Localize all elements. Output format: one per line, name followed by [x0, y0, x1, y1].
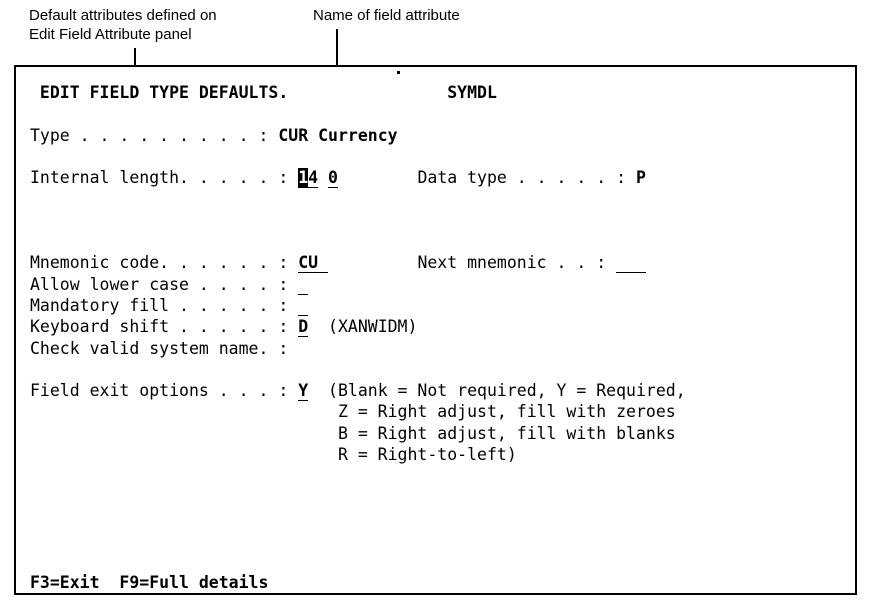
- panel-id: SYMDL: [447, 83, 497, 102]
- annotation-right: Name of field attribute: [313, 7, 460, 24]
- mnemonic-code-field[interactable]: CU: [298, 253, 329, 273]
- keyboard-shift-hint: (XANWIDM): [308, 317, 418, 337]
- terminal-screen: [16, 67, 855, 593]
- field-exit-row: [30, 380, 855, 401]
- field-exit-help-row: [30, 423, 855, 444]
- function-keys: F3=Exit F9=Full details: [30, 572, 269, 592]
- check-valid-row: [30, 338, 855, 359]
- stray-mark: [397, 71, 400, 74]
- screen-line: [30, 551, 855, 572]
- field-exit-help-2: Z = Right adjust, fill with zeroes: [30, 402, 676, 422]
- mnemonic-code-label: Mnemonic code. . . . . . :: [30, 253, 299, 273]
- terminal-panel: [14, 65, 857, 595]
- field-exit-help-1: (Blank = Not required, Y = Required,: [308, 381, 686, 401]
- allow-lower-case-label: Allow lower case . . . . :: [30, 274, 299, 294]
- panel-title: EDIT FIELD TYPE DEFAULTS.: [30, 83, 289, 102]
- data-type-value: P: [636, 168, 646, 188]
- internal-length-field-cursor[interactable]: 1: [298, 168, 309, 188]
- keyboard-shift-field[interactable]: D: [298, 317, 309, 337]
- screen-line: [30, 465, 855, 486]
- check-valid-system-name-label: Check valid system name. :: [30, 338, 289, 358]
- field-exit-help-row: [30, 401, 855, 422]
- screen-text: [328, 253, 417, 272]
- field-exit-options-label: Field exit options . . . :: [30, 381, 299, 401]
- data-type-label: Data type . . . . . :: [417, 168, 636, 188]
- field-exit-options-field[interactable]: Y: [298, 381, 309, 401]
- next-mnemonic-label: Next mnemonic . . :: [417, 253, 617, 273]
- annotation-left-line1: Default attributes defined on: [29, 7, 217, 24]
- field-exit-help-3: B = Right adjust, fill with blanks: [30, 423, 676, 443]
- mandatory-fill-row: [30, 295, 855, 316]
- title-row: [30, 82, 855, 103]
- mandatory-fill-label: Mandatory fill . . . . . :: [30, 295, 299, 315]
- screen-line: [30, 210, 855, 231]
- screen-line: [30, 487, 855, 508]
- mnemonic-row: [30, 252, 855, 273]
- field-exit-help-4: R = Right-to-left): [30, 445, 517, 465]
- annotation-left: [29, 6, 217, 44]
- internal-length-row: [30, 167, 855, 188]
- screen-line: [30, 529, 855, 550]
- annotation-left-line2: Edit Field Attribute panel: [29, 26, 192, 43]
- internal-length-label: Internal length. . . . . :: [30, 168, 299, 188]
- type-row: [30, 125, 855, 146]
- function-key-row: [30, 572, 855, 593]
- keyboard-shift-row: [30, 316, 855, 337]
- type-value: CUR Currency: [278, 125, 398, 145]
- next-mnemonic-field[interactable]: [616, 253, 646, 273]
- screen-line: [30, 103, 855, 124]
- allow-lower-case-field[interactable]: [298, 275, 308, 295]
- screen-text: [288, 83, 447, 102]
- decimal-positions-field[interactable]: 0: [328, 168, 338, 188]
- screen-line: [30, 508, 855, 529]
- type-label: Type . . . . . . . . . :: [30, 125, 279, 145]
- screen-line: [30, 231, 855, 252]
- screen-line: [30, 188, 855, 209]
- screen-text: [338, 168, 417, 187]
- allow-lower-case-row: [30, 274, 855, 295]
- field-exit-help-row: [30, 444, 855, 465]
- internal-length-field[interactable]: 4: [308, 168, 319, 188]
- screen-line: [30, 359, 855, 380]
- mandatory-fill-field[interactable]: [298, 296, 308, 316]
- screen-line: [30, 146, 855, 167]
- keyboard-shift-label: Keyboard shift . . . . . :: [30, 317, 299, 337]
- screen-text: [318, 168, 328, 187]
